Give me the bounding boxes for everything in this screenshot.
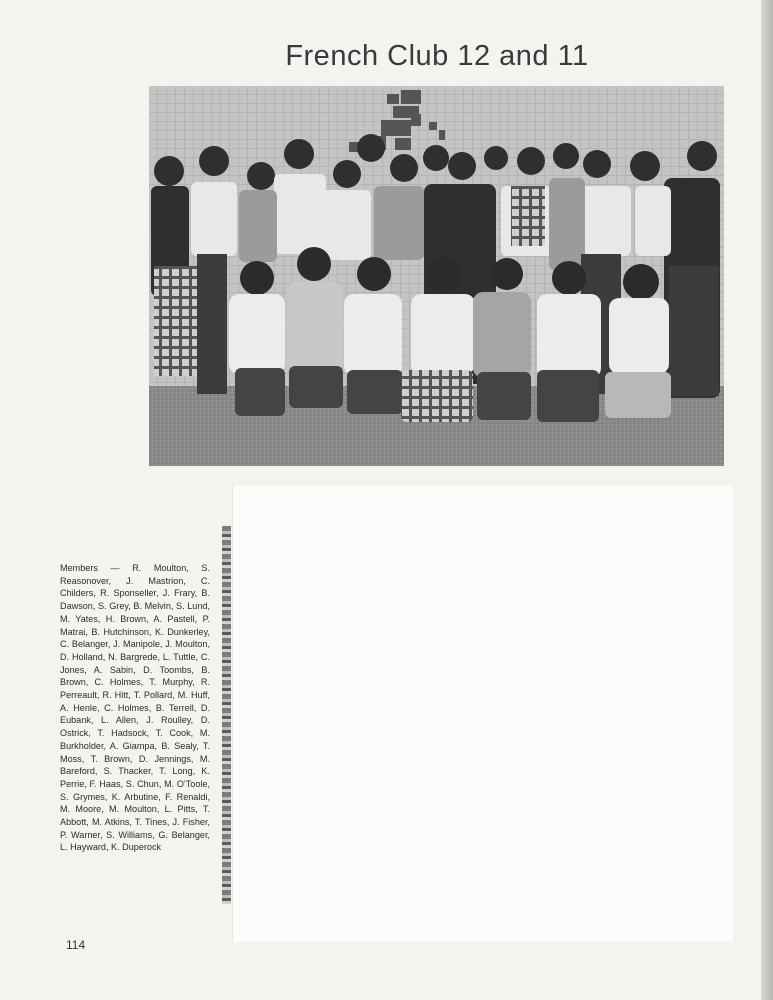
- blank-area: [232, 486, 733, 942]
- members-list: Members — R. Moulton, S. Reasonover, J. Mastrion, C. Childers, R. Sponseller, J. Frary, B. Dawson, S. Grey, B. Melvin, S. Lund, M. Yates, H. Brown, A. Pastell, P. Matrai, B. Hutchinson, K. Dunkerley, C. Belanger, J. Manipole, J. Moulton, D. Holland, N. Bargrede, L. Tuttle, C. Jones, A. Sabin, D. Toombs, B. Brown, C. Holmes, T. Murphy, R. Perreault, R. Hitt, T. Pollard, M. Huff, A. Henle, C. Holmes, B. Terrell, D. Eubank, L. Allen, J. Roulley, D. Ostrick, T. Hadsock, T. Cook, M. Burkholder, A. Giampa, B. Sealy, T. Moss, T. Brown, D. Jennings, M. Bareford, S. Thacker, T. Long, K. Perrie, F. Haas, S. Chun, M. O'Toole, S. Grymes, K. Arbutine, F. Renaldi, M. Moore, M. Moulton, L. Pitts, T. Abbott, M. Atkins, T. Tines, J. Fisher, P. Warner, S. Williams, G. Belanger, L. Hayward, K. Duperock: [60, 563, 210, 853]
- page-number: 114: [66, 938, 86, 952]
- photo-edge-strip: [222, 526, 231, 904]
- page-edge: [761, 0, 773, 1000]
- group-photo: [149, 86, 724, 466]
- page-title: French Club 12 and 11: [285, 40, 589, 72]
